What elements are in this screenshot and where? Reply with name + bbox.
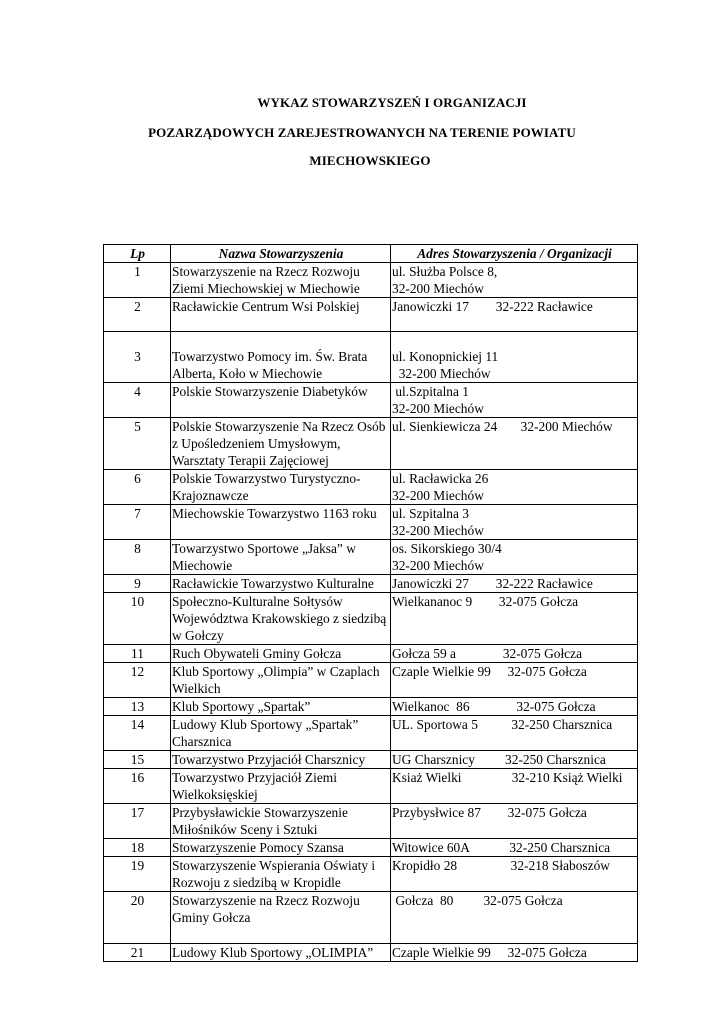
- row-number: 16: [104, 769, 171, 804]
- organization-address: Wielkanoc 86 32-075 Gołcza: [391, 698, 638, 716]
- column-header-name: Nazwa Stowarzyszenia: [171, 245, 391, 263]
- row-number: 9: [104, 575, 171, 593]
- row-number: 21: [104, 944, 171, 962]
- table-row: [104, 383, 638, 418]
- document-title-line-2: POZARZĄDOWYCH ZAREJESTROWANYCH NA TERENIE POWIATU: [148, 125, 576, 140]
- document-title-line-1: WYKAZ STOWARZYSZEŃ I ORGANIZACJI: [257, 95, 527, 110]
- organization-name: Towarzystwo Sportowe „Jaksa” w Miechowie: [171, 540, 391, 575]
- organization-address: Gołcza 80 32-075 Gołcza: [391, 892, 638, 944]
- table-row: [104, 804, 638, 839]
- organization-name: Towarzystwo Przyjaciół Ziemi Wielkoksięskiej: [171, 769, 391, 804]
- row-number: 17: [104, 804, 171, 839]
- organization-name: Polskie Towarzystwo Turystyczno-Krajoznawcze: [171, 470, 391, 505]
- table-row: [104, 645, 638, 663]
- organization-address: Ksiaż Wielki 32-210 Książ Wielki: [391, 769, 638, 804]
- table-row: [104, 418, 638, 470]
- row-number: 1: [104, 263, 171, 298]
- organization-address: Czaple Wielkie 99 32-075 Gołcza: [391, 663, 638, 698]
- organization-address: Wielkananoc 9 32-075 Gołcza: [391, 593, 638, 645]
- organization-address: Kropidło 28 32-218 Słaboszów: [391, 857, 638, 892]
- row-number: 11: [104, 645, 171, 663]
- row-number: 14: [104, 716, 171, 751]
- table-row: [104, 263, 638, 298]
- organization-address: ul.Szpitalna 1 32-200 Miechów: [391, 383, 638, 418]
- table-row: [104, 769, 638, 804]
- table-row: [104, 892, 638, 944]
- row-number: 20: [104, 892, 171, 944]
- table-body: [104, 263, 638, 962]
- table-row: [104, 540, 638, 575]
- table-row: [104, 839, 638, 857]
- row-number: 5: [104, 418, 171, 470]
- row-number: 6: [104, 470, 171, 505]
- row-number: 8: [104, 540, 171, 575]
- table-row: [104, 332, 638, 383]
- organization-address: ul. Racławicka 26 32-200 Miechów: [391, 470, 638, 505]
- row-number: 3: [104, 332, 171, 383]
- organization-name: Ludowy Klub Sportowy „OLIMPIA”: [171, 944, 391, 962]
- column-header-address: Adres Stowarzyszenia / Organizacji: [391, 245, 638, 263]
- table-row: [104, 698, 638, 716]
- row-number: 7: [104, 505, 171, 540]
- organization-name: Polskie Stowarzyszenie Diabetyków: [171, 383, 391, 418]
- organization-address: UG Charsznicy 32-250 Charsznica: [391, 751, 638, 769]
- organization-name: Stowarzyszenie na Rzecz Rozwoju Gminy Gołcza: [171, 892, 391, 944]
- table-row: [104, 716, 638, 751]
- document-title-line-3: MIECHOWSKIEGO: [309, 153, 431, 168]
- row-number: 19: [104, 857, 171, 892]
- organization-address: ul. Szpitalna 3 32-200 Miechów: [391, 505, 638, 540]
- organization-name: Przybysławickie Stowarzyszenie Miłośników Sceny i Sztuki: [171, 804, 391, 839]
- organization-address: Witowice 60A 32-250 Charsznica: [391, 839, 638, 857]
- organization-address: UL. Sportowa 5 32-250 Charsznica: [391, 716, 638, 751]
- organization-address: Gołcza 59 a 32-075 Gołcza: [391, 645, 638, 663]
- table-row: [104, 944, 638, 962]
- organization-name: Miechowskie Towarzystwo 1163 roku: [171, 505, 391, 540]
- row-number: 4: [104, 383, 171, 418]
- column-header-lp: Lp: [104, 245, 171, 263]
- organization-name: Klub Sportowy „Olimpia” w Czaplach Wielkich: [171, 663, 391, 698]
- row-number: 12: [104, 663, 171, 698]
- row-number: 10: [104, 593, 171, 645]
- organization-address: Janowiczki 17 32-222 Racławice: [391, 298, 638, 332]
- organization-address: Przybysłwice 87 32-075 Gołcza: [391, 804, 638, 839]
- organization-address: ul. Konopnickiej 11 32-200 Miechów: [391, 332, 638, 383]
- organization-name: Racławickie Towarzystwo Kulturalne: [171, 575, 391, 593]
- table-row: [104, 298, 638, 332]
- organization-address: ul. Sienkiewicza 24 32-200 Miechów: [391, 418, 638, 470]
- organization-name: Towarzystwo Pomocy im. Św. Brata Alberta, Koło w Miechowie: [171, 332, 391, 383]
- table-row: [104, 857, 638, 892]
- table-row: [104, 593, 638, 645]
- organization-address: Czaple Wielkie 99 32-075 Gołcza: [391, 944, 638, 962]
- organization-name: Polskie Stowarzyszenie Na Rzecz Osób z Upośledzeniem Umysłowym, Warsztaty Terapii Zajęciowej: [171, 418, 391, 470]
- organization-name: Klub Sportowy „Spartak”: [171, 698, 391, 716]
- row-number: 15: [104, 751, 171, 769]
- organization-name: Ruch Obywateli Gminy Gołcza: [171, 645, 391, 663]
- table-row: [104, 751, 638, 769]
- organizations-table: [103, 244, 638, 962]
- table-row: [104, 663, 638, 698]
- organization-name: Racławickie Centrum Wsi Polskiej: [171, 298, 391, 332]
- row-number: 13: [104, 698, 171, 716]
- organization-address: ul. Służba Polsce 8, 32-200 Miechów: [391, 263, 638, 298]
- organization-name: Społeczno-Kulturalne Sołtysów Województwa Krakowskiego z siedzibą w Gołczy: [171, 593, 391, 645]
- organization-name: Ludowy Klub Sportowy „Spartak” Charsznica: [171, 716, 391, 751]
- organization-name: Stowarzyszenie Pomocy Szansa: [171, 839, 391, 857]
- row-number: 18: [104, 839, 171, 857]
- organization-name: Stowarzyszenie Wspierania Oświaty i Rozwoju z siedzibą w Kropidle: [171, 857, 391, 892]
- table-row: [104, 470, 638, 505]
- organization-name: Towarzystwo Przyjaciół Charsznicy: [171, 751, 391, 769]
- organization-address: Janowiczki 27 32-222 Racławice: [391, 575, 638, 593]
- row-number: 2: [104, 298, 171, 332]
- organization-address: os. Sikorskiego 30/4 32-200 Miechów: [391, 540, 638, 575]
- organization-name: Stowarzyszenie na Rzecz Rozwoju Ziemi Miechowskiej w Miechowie: [171, 263, 391, 298]
- table-row: [104, 575, 638, 593]
- table-row: [104, 505, 638, 540]
- table-header-row: [104, 245, 638, 263]
